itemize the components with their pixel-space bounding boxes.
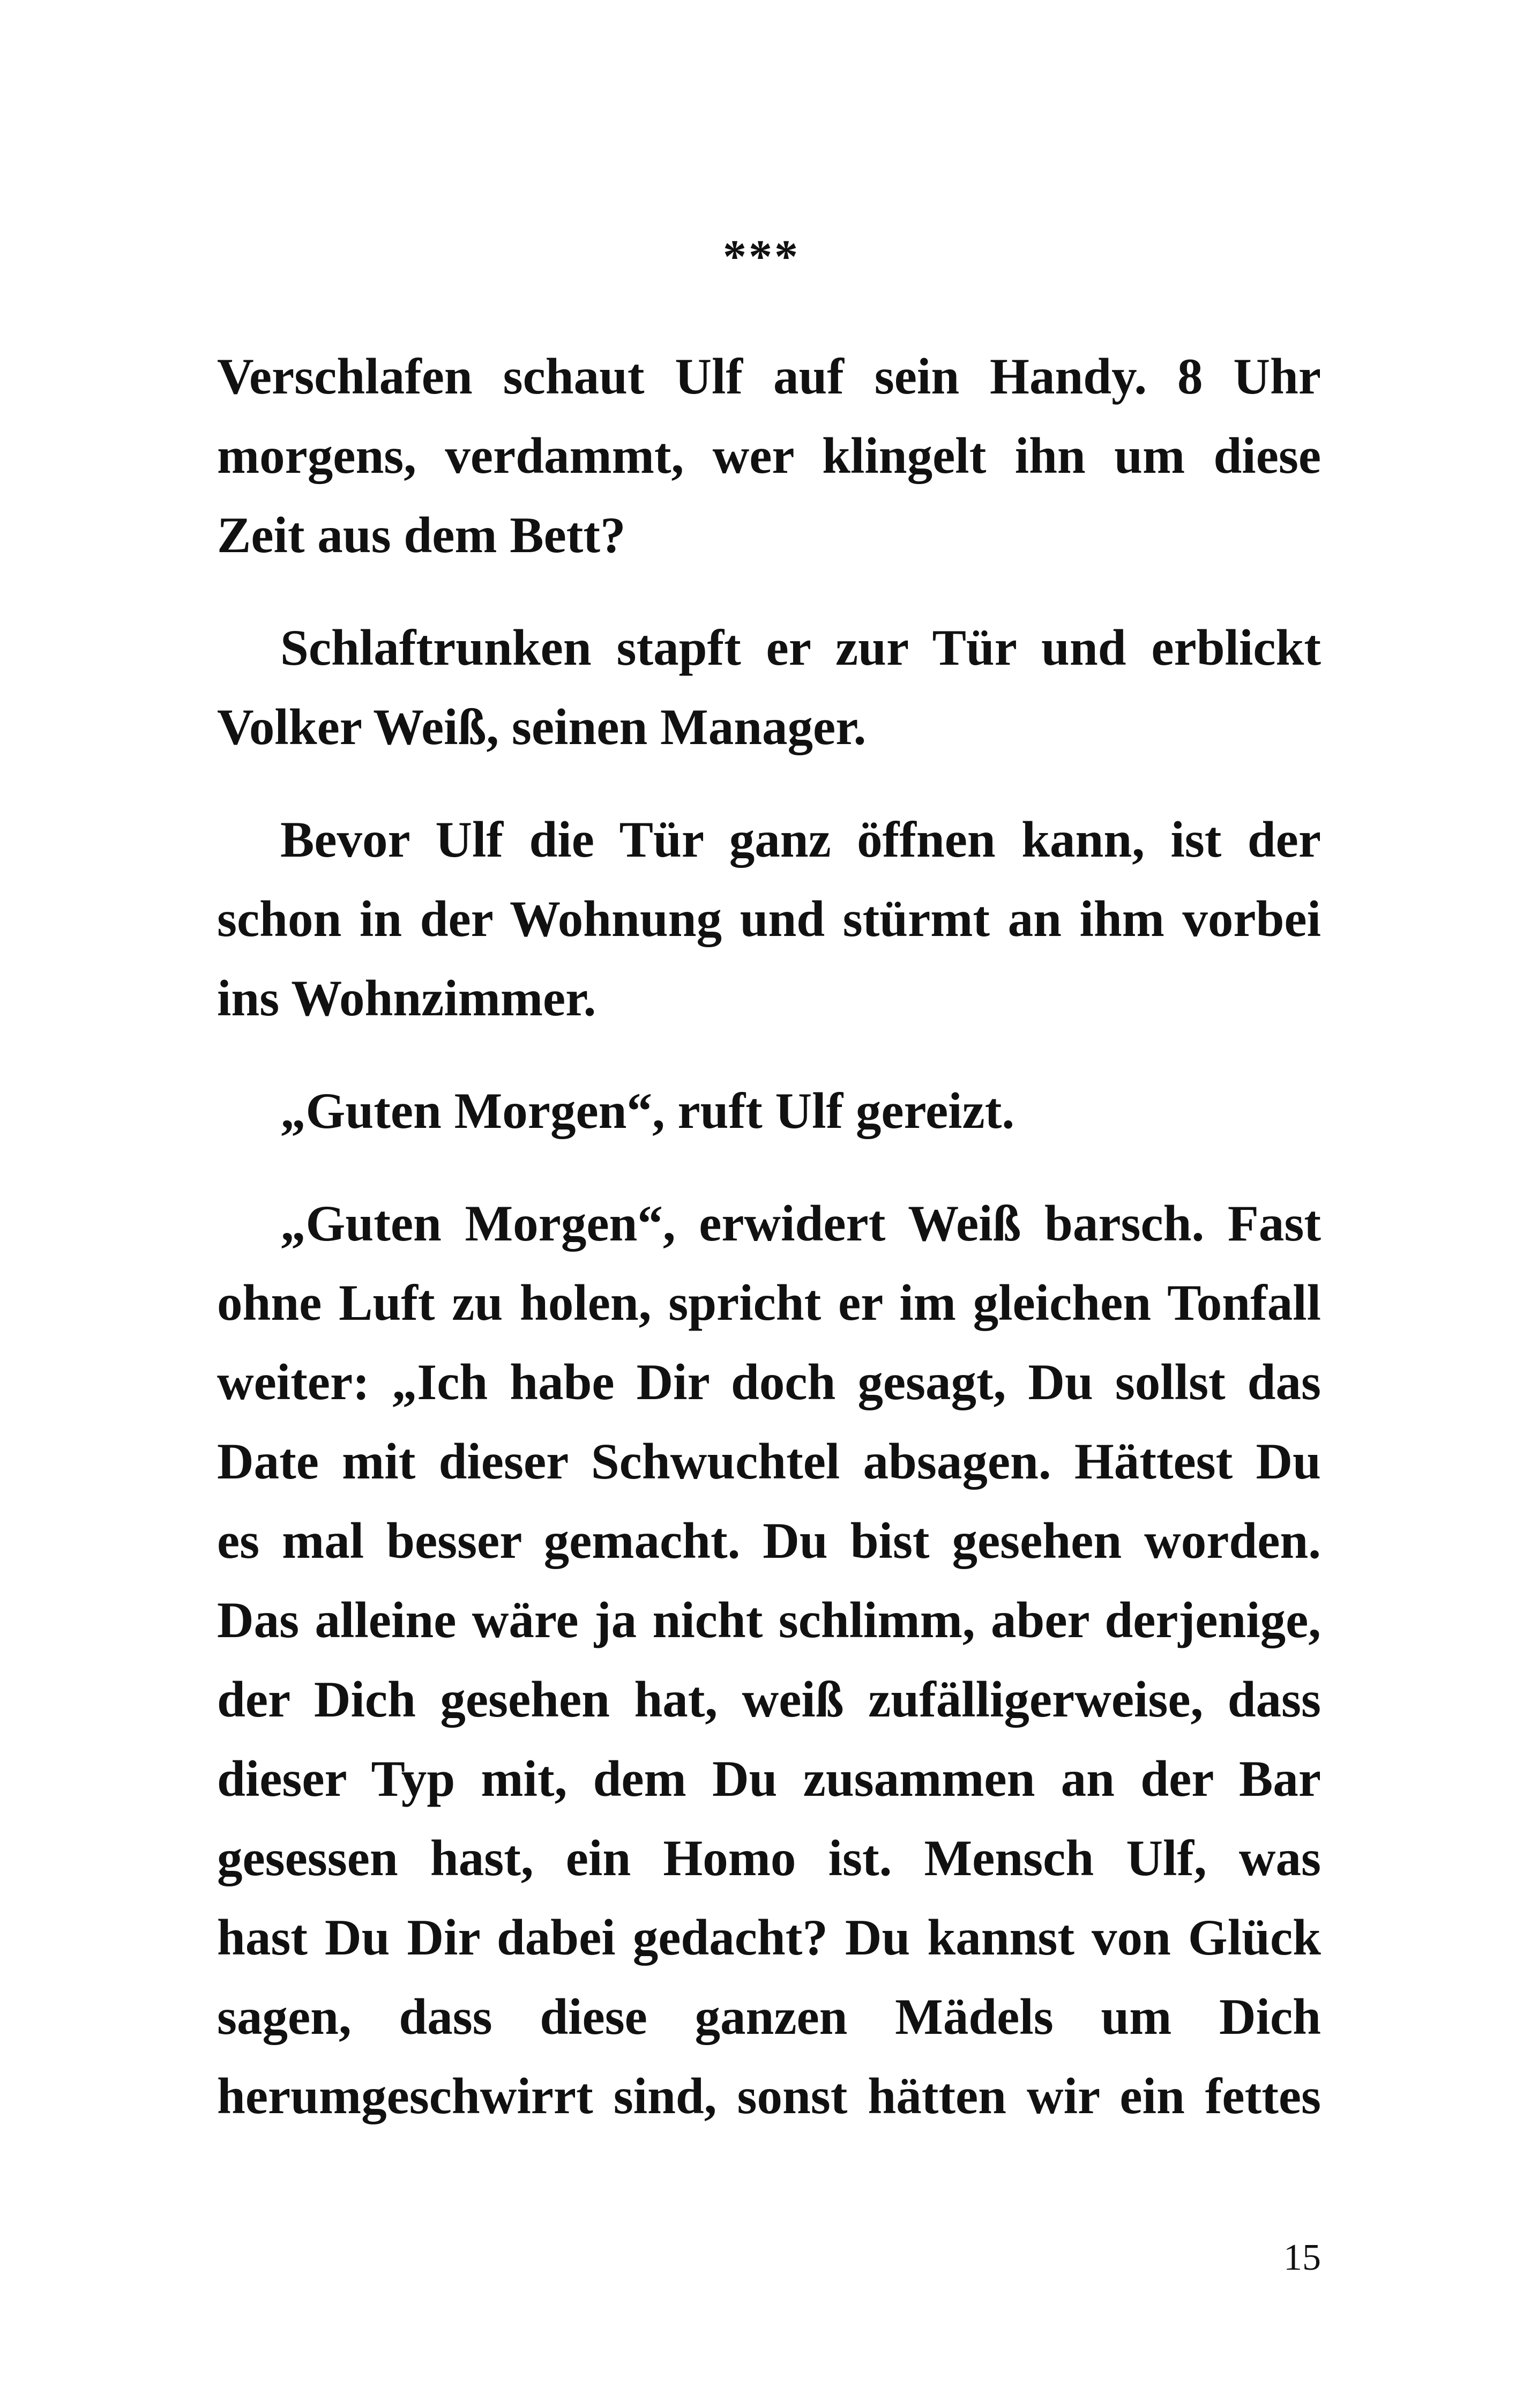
text-line: Volker Weiß, seinen Manager. xyxy=(217,698,867,755)
text-line: ohne Luft zu holen, spricht er im gleichen Tonfall xyxy=(217,1274,1321,1331)
text-line: Bevor Ulf die Tür ganz öffnen kann, ist der xyxy=(280,811,1321,868)
text-line: gesessen hast, ein Homo ist. Mensch Ulf, was xyxy=(217,1830,1321,1886)
text-line: weiter: „Ich habe Dir doch gesagt, Du sollst das xyxy=(217,1354,1321,1410)
text-line: sagen, dass diese ganzen Mädels um Dich xyxy=(217,1988,1321,2045)
text-line: Verschlafen schaut Ulf auf sein Handy. 8 Uhr xyxy=(217,348,1321,405)
body-text xyxy=(217,337,1321,2136)
text-line: herumgeschwirrt sind, sonst hätten wir ein fettes xyxy=(217,2068,1321,2124)
text-line: Das alleine wäre ja nicht schlimm, aber derjenige, xyxy=(217,1592,1321,1648)
text-line: ins Wohnzimmer. xyxy=(217,970,596,1027)
text-line: der Dich gesehen hat, weiß zufälligerweise, dass xyxy=(217,1671,1321,1728)
text-line: „Guten Morgen“, ruft Ulf gereizt. xyxy=(280,1082,1015,1139)
text-line: es mal besser gemacht. Du bist gesehen worden. xyxy=(217,1512,1321,1569)
text-line: Date mit dieser Schwuchtel absagen. Hättest Du xyxy=(217,1433,1321,1490)
text-line: schon in der Wohnung und stürmt an ihm vorbei xyxy=(217,890,1321,947)
text-line: Schlaftrunken stapft er zur Tür und erblickt xyxy=(280,619,1321,676)
text-line: „Guten Morgen“, erwidert Weiß barsch. Fast xyxy=(280,1195,1321,1252)
scene-separator: *** xyxy=(723,231,800,283)
text-line: Zeit aus dem Bett? xyxy=(217,507,626,563)
text-line: dieser Typ mit, dem Du zusammen an der Bar xyxy=(217,1750,1321,1807)
text-line: morgens, verdammt, wer klingelt ihn um diese xyxy=(217,427,1321,484)
text-line: hast Du Dir dabei gedacht? Du kannst von Glück xyxy=(217,1909,1321,1966)
page-number: 15 xyxy=(1283,2237,1321,2278)
